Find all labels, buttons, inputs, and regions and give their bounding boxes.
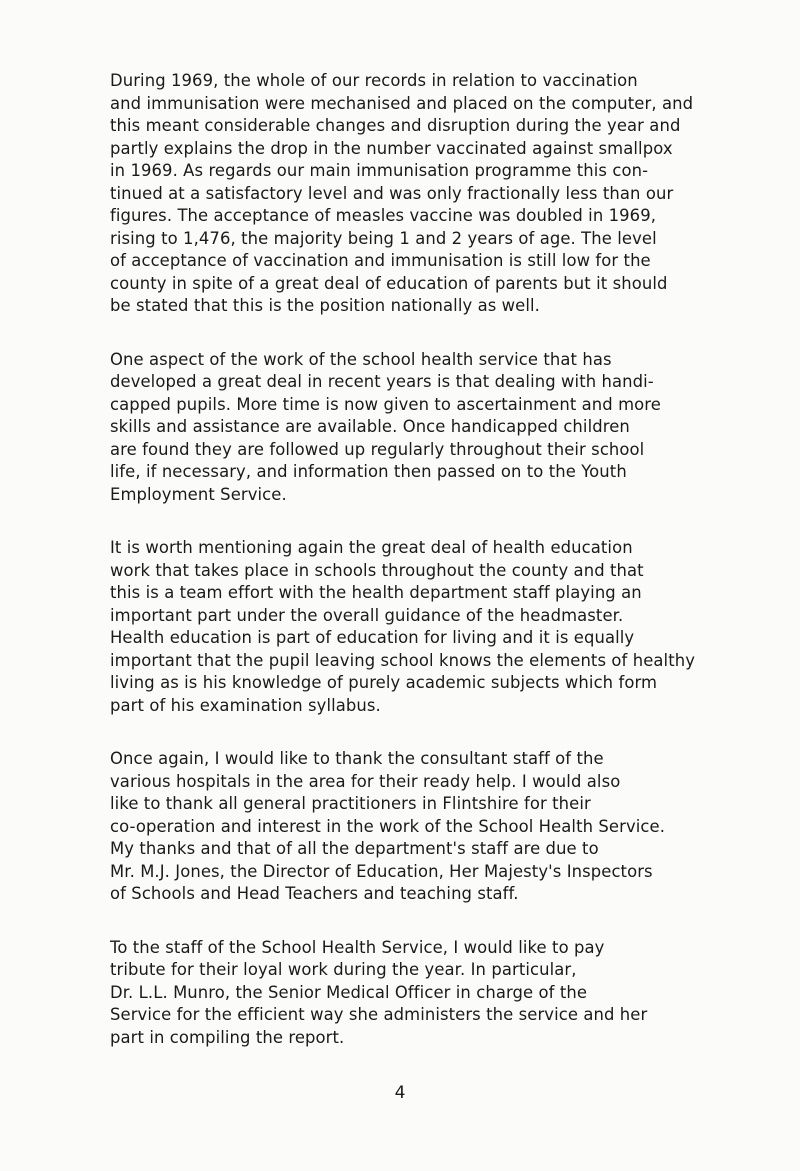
- text-line: life, if necessary, and information then passed on to the Youth: [110, 462, 627, 481]
- text-line: Dr. L.L. Munro, the Senior Medical Officer in charge of the: [110, 982, 588, 1002]
- paragraph-health-education: [110, 537, 710, 717]
- text-line: co-operation and interest in the work of the School Health Service.: [110, 816, 666, 836]
- text-line: work that takes place in schools throughout the county and that: [110, 560, 644, 580]
- text-line: figures. The acceptance of measles vaccine was doubled in 1969,: [110, 206, 657, 225]
- text-line: Once again, I would like to thank the consultant staff of the: [110, 749, 604, 768]
- text-line: various hospitals in the area for their ready help. I would also: [110, 771, 621, 791]
- text-line: be stated that this is the position nationally as well.: [110, 296, 540, 315]
- paragraph-handicapped-pupils: [110, 349, 710, 507]
- text-line: It is worth mentioning again the great deal of health education: [110, 538, 633, 557]
- text-line: capped pupils. More time is now given to ascertainment and more: [110, 394, 661, 414]
- text-line: part of his examination syllabus.: [110, 695, 381, 715]
- page-number: 4: [394, 1083, 406, 1103]
- text-line: important that the pupil leaving school knows the elements of healthy: [110, 650, 696, 670]
- paragraph-acknowledgements: [110, 748, 710, 906]
- text-line: part in compiling the report.: [110, 1027, 345, 1047]
- text-line: county in spite of a great deal of education of parents but it should: [110, 273, 668, 293]
- text-line: My thanks and that of all the department's staff are due to: [110, 839, 599, 858]
- text-line: in 1969. As regards our main immunisation programme this con-: [110, 161, 649, 180]
- text-line: are found they are followed up regularly throughout their school: [110, 439, 645, 459]
- text-line: To the staff of the School Health Service, I would like to pay: [110, 937, 605, 957]
- text-line: rising to 1,476, the majority being 1 and 2 years of age. The level: [110, 228, 657, 248]
- text-line: During 1969, the whole of our records in relation to vaccination: [110, 71, 638, 90]
- text-line: and immunisation were mechanised and placed on the computer, and: [110, 93, 694, 113]
- text-line: tinued at a satisfactory level and was only fractionally less than our: [110, 183, 674, 203]
- paragraph-vaccination: [110, 70, 710, 318]
- text-line: this is a team effort with the health department staff playing an: [110, 583, 642, 602]
- text-line: tribute for their loyal work during the year. In particular,: [110, 960, 577, 979]
- text-line: important part under the overall guidance of the headmaster.: [110, 605, 624, 625]
- text-line: Service for the efficient way she administers the service and her: [110, 1005, 648, 1024]
- text-line: One aspect of the work of the school health service that has: [110, 349, 612, 369]
- text-line: this meant considerable changes and disruption during the year and: [110, 116, 681, 135]
- document-body: [110, 70, 710, 1080]
- text-line: Health education is part of education for living and it is equally: [110, 628, 635, 647]
- text-line: living as is his knowledge of purely academic subjects which form: [110, 673, 658, 692]
- text-line: of acceptance of vaccination and immunisation is still low for the: [110, 251, 651, 270]
- text-line: skills and assistance are available. Once handicapped children: [110, 417, 630, 436]
- text-line: developed a great deal in recent years is that dealing with handi-: [110, 372, 654, 391]
- text-line: like to thank all general practitioners in Flintshire for their: [110, 794, 591, 813]
- text-line: Mr. M.J. Jones, the Director of Education, Her Majesty's Inspectors: [110, 861, 653, 881]
- text-line: of Schools and Head Teachers and teaching staff.: [110, 884, 519, 903]
- text-line: partly explains the drop in the number vaccinated against smallpox: [110, 138, 673, 158]
- text-line: Employment Service.: [110, 484, 287, 504]
- paragraph-staff-tribute: [110, 937, 710, 1050]
